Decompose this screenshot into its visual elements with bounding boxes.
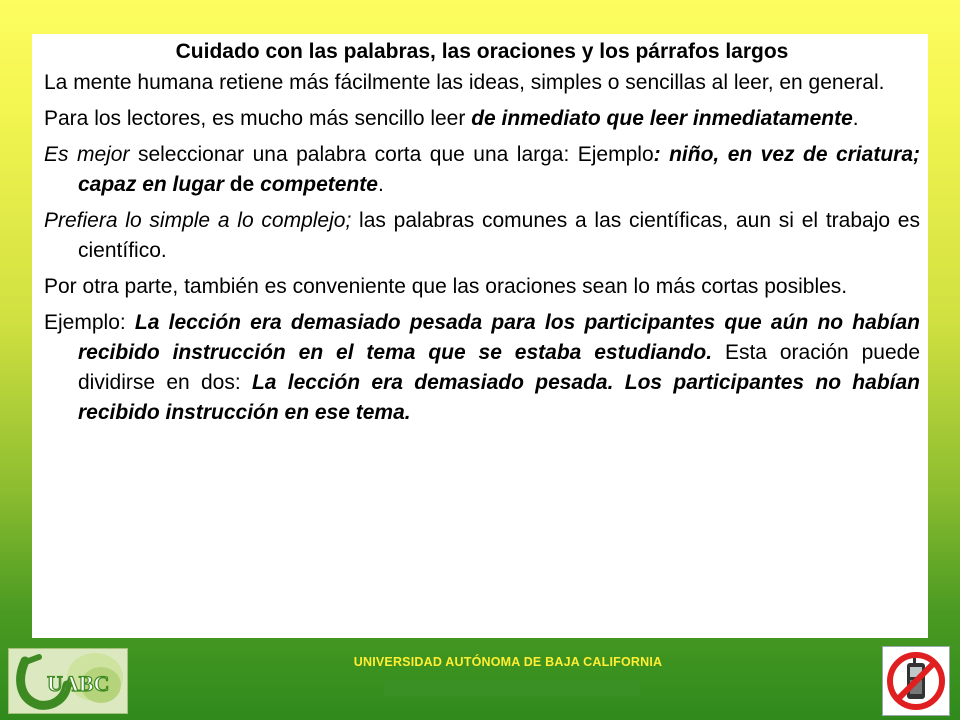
content-box (32, 34, 928, 638)
no-cellphone-sign-icon (882, 646, 950, 716)
text-run: Para los lectores, es mucho más sencillo leer (44, 107, 472, 130)
text-run: La lección era demasiado pesada. Los participantes no habían recibido instrucción en ese tema. (78, 371, 920, 424)
paragraph (44, 308, 920, 428)
text-run: . (377, 173, 384, 196)
text-run: Es mejor (44, 143, 130, 166)
text-run: de inmediato que leer inmediatamente (471, 107, 853, 130)
university-name: UNIVERSIDAD AUTÓNOMA DE BAJA CALIFORNIA (353, 655, 663, 669)
text-run: . (852, 107, 859, 130)
paragraph (44, 140, 920, 200)
slide-title: Cuidado con las palabras, las oraciones y los párrafos largos (175, 40, 789, 63)
paragraph (44, 272, 920, 302)
text-run: de (223, 173, 261, 196)
paragraph (44, 68, 920, 98)
text-run: Ejemplo: (44, 311, 135, 334)
text-run: las palabras comunes a las científicas, aun si el trabajo es científico. (78, 209, 920, 262)
text-run: La mente humana retiene más fácilmente las ideas, simples o sencillas al leer, en general. (44, 71, 885, 94)
text-run: La lección era demasiado pesada para los participantes que aún no habían recibido instrucción en el tema que se estaba estudiando. (78, 311, 920, 364)
no-cellphone-graphic (883, 647, 949, 715)
text-run: : niño, en vez de criatura; capaz en lugar (78, 143, 920, 196)
text-run: Esta oración puede dividirse en dos: (78, 341, 921, 394)
body-text (44, 68, 920, 428)
paragraph (44, 104, 920, 134)
text-run: seleccionar una palabra corta que una larga: Ejemplo (129, 143, 654, 166)
footer-bar (384, 680, 640, 696)
paragraph (44, 206, 920, 266)
text-run: competente (260, 173, 378, 196)
text-run: Prefiera lo simple a lo complejo; (44, 209, 352, 232)
uabc-logo-text: UABC (47, 671, 110, 696)
text-run: Por otra parte, también es conveniente que las oraciones sean lo más cortas posibles. (44, 275, 848, 298)
